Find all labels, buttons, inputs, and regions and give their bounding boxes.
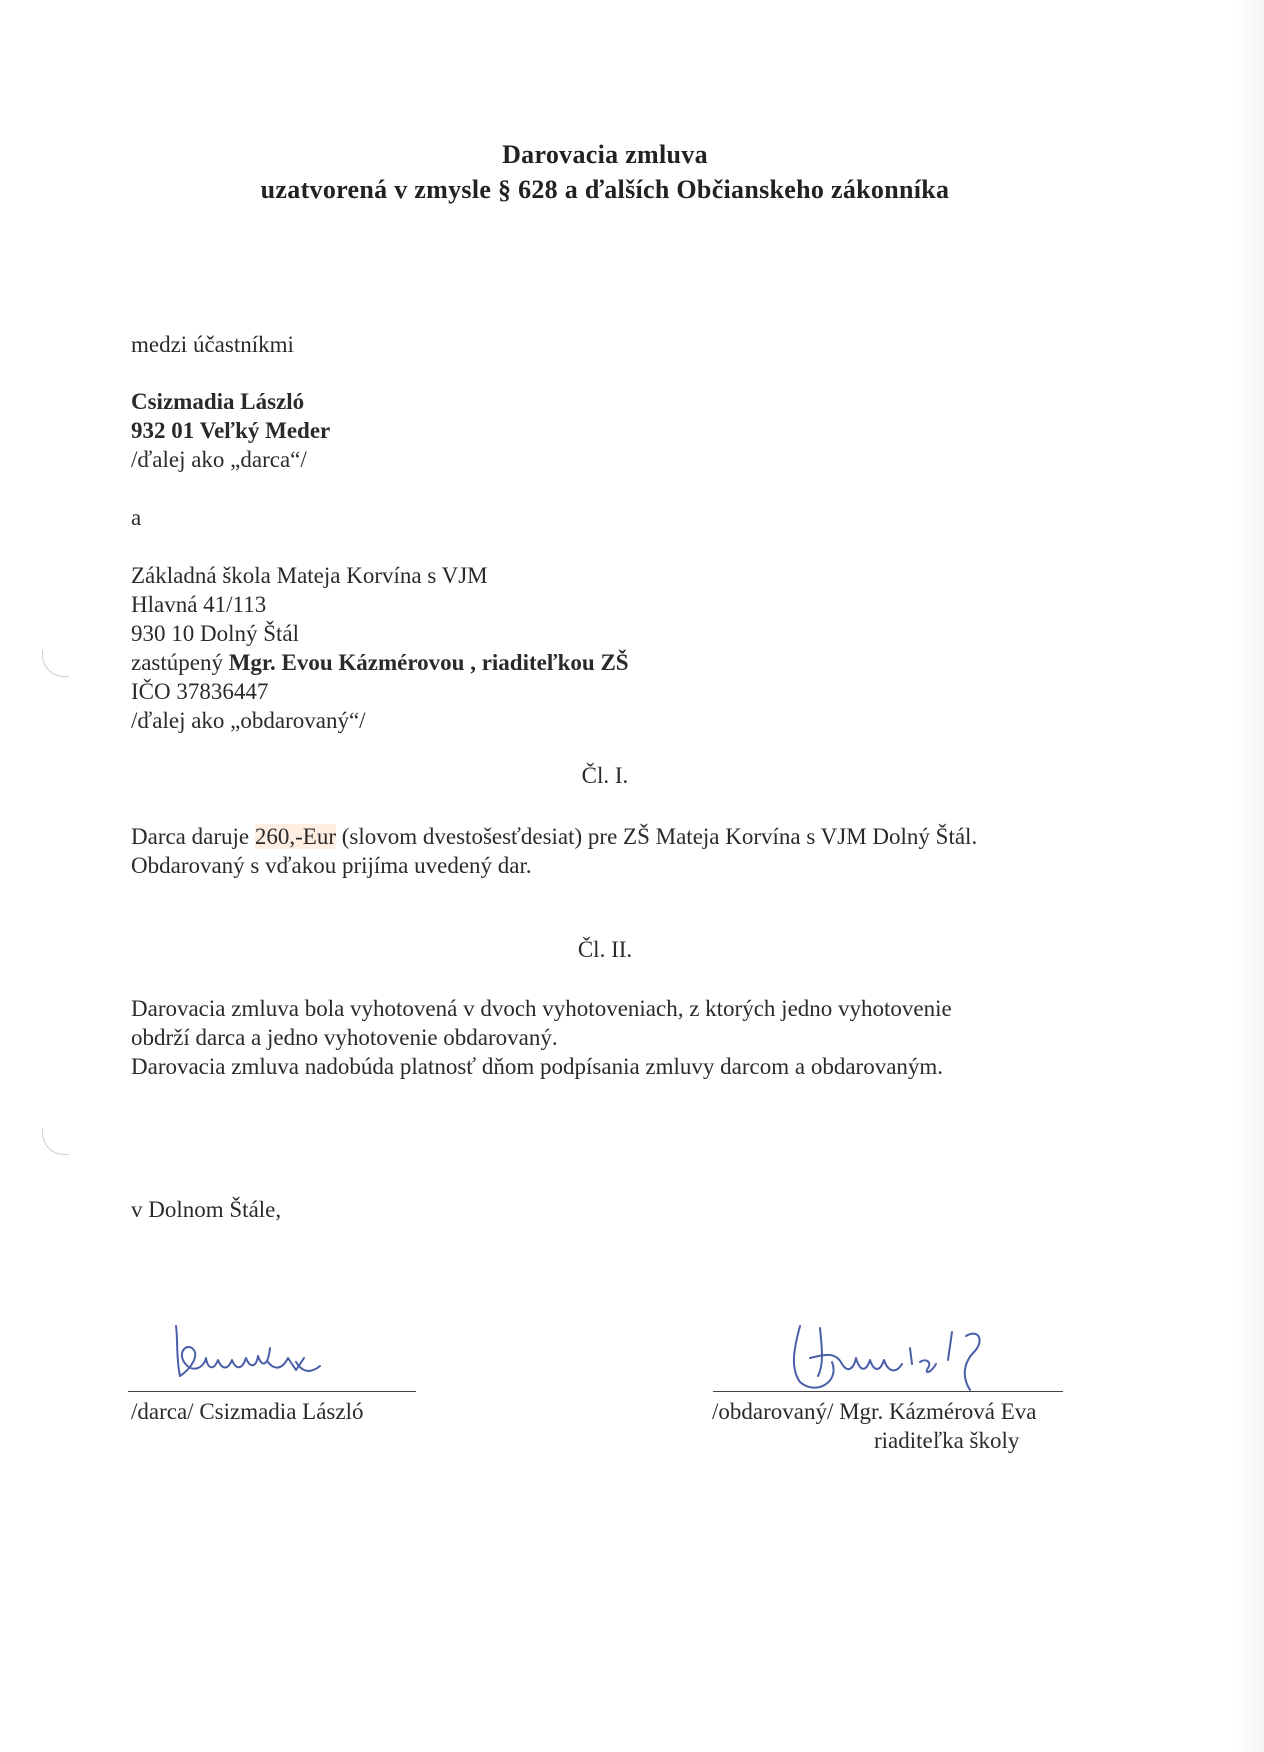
donor-signature-caption: /darca/ Csizmadia László — [131, 1399, 364, 1424]
representative-prefix: zastúpený — [131, 650, 229, 675]
representative-name: Mgr. Evou Kázmérovou , riaditeľkou ZŠ — [228, 650, 629, 675]
recipient-name: Základná škola Mateja Korvína s VJM — [131, 563, 488, 588]
recipient-signature-role: riaditeľka školy — [874, 1428, 1020, 1453]
parties-intro: medzi účastníkmi — [131, 332, 294, 357]
recipient-designation: /ďalej ako „obdarovaný“/ — [131, 708, 366, 733]
article-2-line-2: obdrží darca a jedno vyhotovenie obdarovaný. — [131, 1025, 558, 1050]
article-1-part-c: (slovom dvestošesťdesiat) pre ZŠ Mateja Korvína s VJM Dolný Štál. — [336, 824, 978, 849]
document-title: Darovacia zmluva — [502, 140, 708, 169]
donor-designation: /ďalej ako „darca“/ — [131, 447, 307, 472]
recipient-city: 930 10 Dolný Štál — [131, 621, 300, 646]
punch-hole-mark — [42, 1128, 69, 1155]
article-2-line-3: Darovacia zmluva nadobúda platnosť dňom podpísania zmluvy darcom a obdarovaným. — [131, 1054, 944, 1079]
donor-signature — [170, 1318, 340, 1384]
punch-hole-mark — [42, 650, 69, 677]
article-2-line-1: Darovacia zmluva bola vyhotovená v dvoch vyhotoveniach, z ktorých jedno vyhotovenie — [131, 996, 952, 1021]
recipient-representative — [131, 648, 629, 677]
article-1-part-a: Darca daruje — [131, 824, 255, 849]
document-subtitle: uzatvorená v zmysle § 628 a ďalších Občianskeho zákonníka — [260, 175, 950, 204]
place-of-signing: v Dolnom Štále, — [131, 1197, 282, 1222]
article-1-line-1 — [131, 822, 977, 851]
recipient-street: Hlavná 41/113 — [131, 592, 267, 617]
article-1-heading: Čl. I. — [581, 763, 629, 788]
donor-address: 932 01 Veľký Meder — [131, 418, 331, 443]
scan-edge — [1236, 0, 1264, 1752]
conjunction: a — [131, 505, 142, 530]
donation-amount: 260,-Eur — [254, 824, 336, 849]
recipient-signature-caption: /obdarovaný/ Mgr. Kázmérová Eva — [712, 1399, 1037, 1424]
recipient-signature — [770, 1318, 1000, 1398]
donor-signature-line — [128, 1391, 416, 1392]
recipient-signature-line — [713, 1391, 1063, 1392]
article-1-line-2: Obdarovaný s vďakou prijíma uvedený dar. — [131, 853, 532, 878]
article-2-heading: Čl. II. — [577, 937, 633, 962]
recipient-ico: IČO 37836447 — [131, 679, 269, 704]
donor-name: Csizmadia László — [131, 389, 305, 414]
